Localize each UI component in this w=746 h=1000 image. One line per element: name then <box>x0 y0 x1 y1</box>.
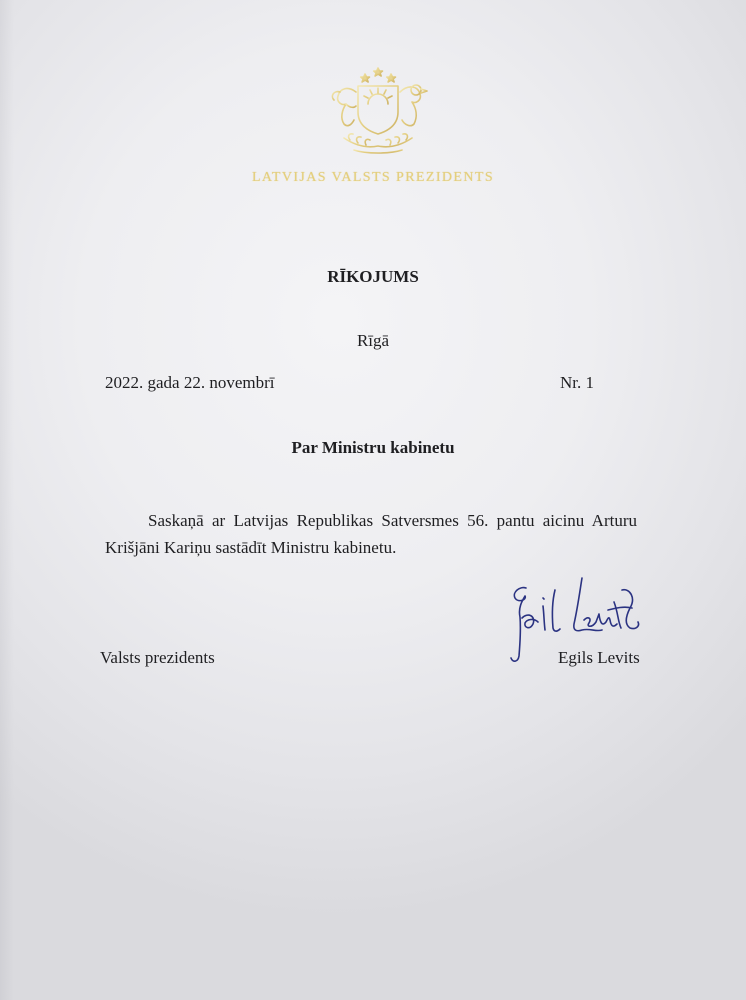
letterhead-institution: LATVIJAS VALSTS PREZIDENTS <box>251 170 495 185</box>
document-place: Rīgā <box>356 331 390 350</box>
document-type: RĪKOJUMS <box>327 267 419 286</box>
document-body: Saskaņā ar Latvijas Republikas Satversmes 56. pantu aicinu Arturu Krišjāni Kariņu sastādīt Ministru kabinetu. <box>105 511 637 557</box>
document-number: Nr. 1 <box>560 373 594 392</box>
document-subject: Par Ministru kabinetu <box>291 438 455 457</box>
document-date: 2022. gada 22. novembrī <box>105 373 275 392</box>
signatory-title: Valsts prezidents <box>100 648 215 667</box>
coat-of-arms-icon <box>318 62 438 158</box>
signatory-name: Egils Levits <box>558 648 640 667</box>
